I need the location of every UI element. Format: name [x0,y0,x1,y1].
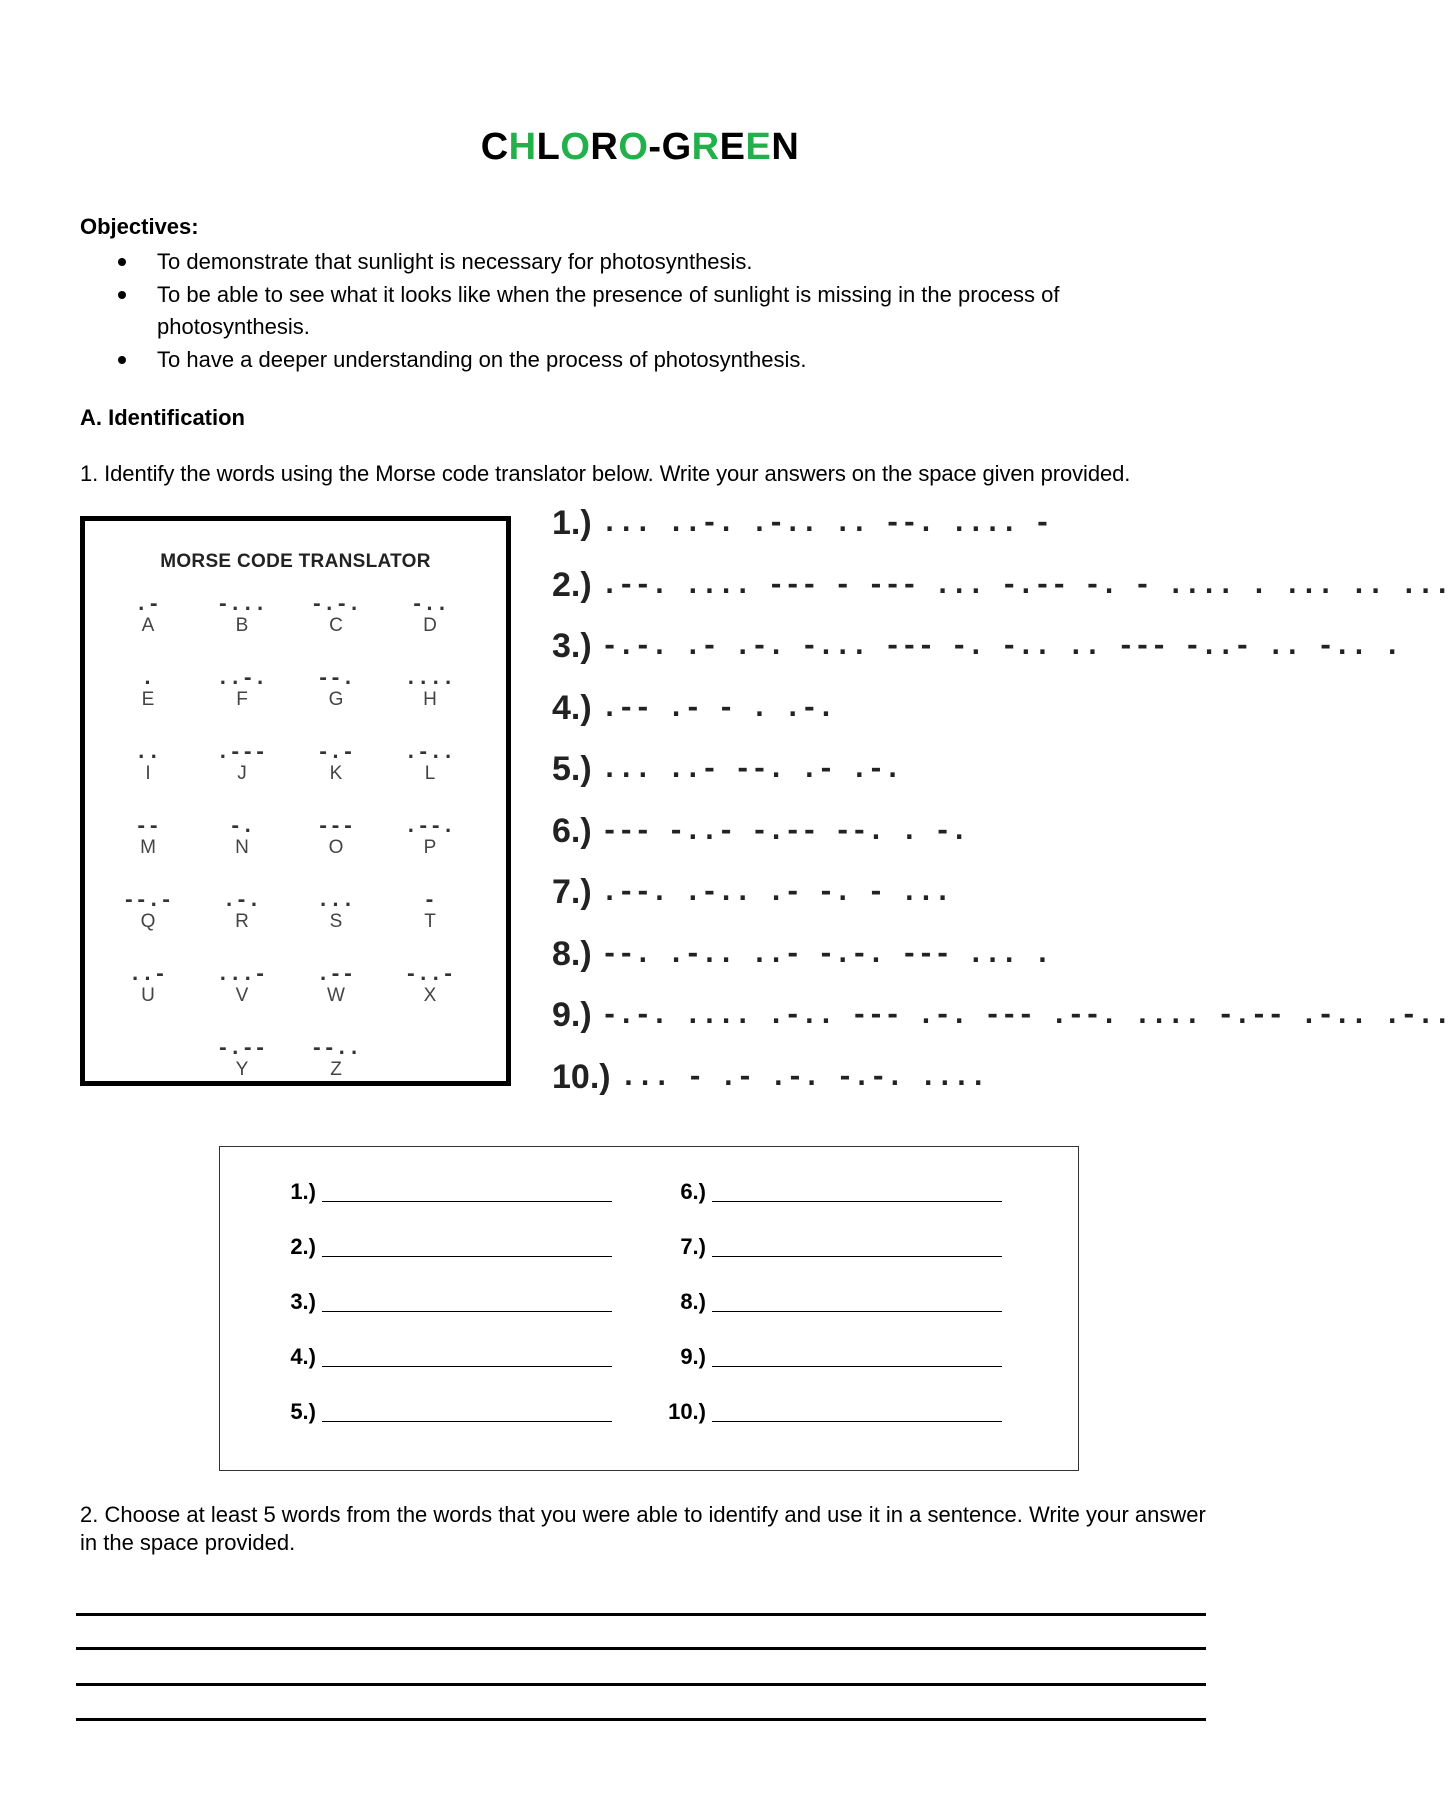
writing-line[interactable] [76,1683,1206,1686]
morse-letter: Q [140,911,156,932]
answer-field[interactable] [272,1289,612,1315]
title-letter: O [560,126,591,168]
answer-field[interactable] [272,1344,612,1370]
title-letter: G [661,126,692,168]
morse-code: -..- [405,963,455,985]
morse-letter: X [423,985,437,1006]
answer-label: 8.) [680,1289,706,1314]
morse-code: ..-. [217,667,267,689]
morse-code: .. [135,741,161,763]
translator-heading: MORSE CODE TRANSLATOR [160,551,431,572]
morse-item [552,750,901,789]
morse-letter-i [113,741,183,785]
answer-blank[interactable] [322,1236,612,1257]
morse-code: -.. [411,593,449,615]
morse-item-number: 3.) [552,627,592,665]
morse-letter-a [113,593,183,637]
writing-line[interactable] [76,1718,1206,1721]
morse-letter: C [329,615,343,636]
morse-letter: D [423,615,437,636]
morse-letter-p [395,815,465,859]
morse-letter-v [207,963,277,1007]
morse-item [552,1058,987,1097]
morse-letter: H [423,689,437,710]
answer-blank[interactable] [322,1181,612,1202]
morse-letter: L [424,763,436,784]
answer-blank[interactable] [322,1401,612,1422]
answer-blank[interactable] [712,1401,1002,1422]
morse-letter-h [395,667,465,711]
morse-item [552,627,1401,666]
morse-letter: Y [235,1059,249,1080]
morse-code: ..- [129,963,167,985]
morse-letter: E [141,689,155,710]
morse-letter: U [141,985,155,1006]
morse-code: .--. [405,815,455,837]
title-letter: - [648,126,662,168]
morse-item [552,873,951,912]
title-letter: O [618,126,649,168]
morse-letter-w [301,963,371,1007]
morse-item [552,566,1451,605]
answer-blank[interactable] [712,1346,1002,1367]
morse-item-number: 1.) [552,504,592,542]
answer-box [219,1146,1079,1471]
answer-field[interactable] [662,1179,1002,1205]
objective-item: To have a deeper understanding on the process of photosynthesis. [80,344,1200,376]
morse-item-code: --- -..- -.-- --. . -. [601,815,969,846]
morse-item-number: 6.) [552,811,592,850]
morse-letter: Z [330,1059,342,1080]
answer-blank[interactable] [712,1236,1002,1257]
answer-field[interactable] [272,1399,612,1425]
question-1: 1. Identify the words using the Morse code translator below. Write your answers on the space given provided. [80,461,1131,486]
morse-code: --.. [311,1037,361,1059]
morse-letter-u [113,963,183,1007]
morse-letter-o [301,815,371,859]
morse-letter-n [207,815,277,859]
question-2: 2. Choose at least 5 words from the words that you were able to identify and use it in a sentence. Write your answer in the space provided. [80,1502,1206,1555]
morse-code: .--- [217,741,267,763]
morse-item-code: ... - .- .-. -.-. .... [620,1061,987,1092]
answer-field[interactable] [662,1399,1002,1425]
morse-letter: N [235,837,249,858]
morse-code: --.- [123,889,173,911]
morse-letter: V [235,985,249,1006]
morse-letter-f [207,667,277,711]
morse-item-code: -.-. .- .-. -... --- -. -.. .. --- -..- .. -.. . [601,631,1402,661]
morse-letter: I [145,763,151,784]
answer-label: 3.) [290,1289,316,1314]
title-letter: E [745,126,772,168]
morse-letter-c [301,593,371,637]
morse-letter: O [328,837,344,858]
answer-field[interactable] [272,1234,612,1260]
title-letter: C [480,126,509,168]
morse-item-code: ... ..-. .-.. .. --. .... - [601,508,1052,538]
morse-code: -.- [317,741,355,763]
morse-letter-b [207,593,277,637]
morse-code: -.-- [217,1037,267,1059]
morse-code: - [423,889,437,911]
title-letter: L [536,126,561,168]
title-letter: E [719,126,746,168]
morse-letter: A [141,615,155,636]
morse-letter: P [423,837,437,858]
morse-letter: F [236,689,248,710]
morse-letter-g [301,667,371,711]
title-letter: R [691,126,720,168]
morse-letter: S [329,911,343,932]
morse-letter: M [140,837,156,858]
morse-code: --. [317,667,355,689]
morse-letter-z [301,1037,371,1081]
answer-label: 1.) [290,1179,316,1204]
morse-code: .... [405,667,455,689]
morse-item [552,996,1451,1035]
objective-item: To demonstrate that sunlight is necessary for photosynthesis. [80,246,1200,278]
morse-item-code: .--. .... --- - --- ... -.-- -. - .... . ... .. ... [601,569,1451,600]
answer-field[interactable] [662,1234,1002,1260]
answer-field[interactable] [272,1179,612,1205]
answer-field[interactable] [662,1344,1002,1370]
morse-letter: J [237,763,247,784]
answer-label: 7.) [680,1234,706,1259]
morse-letter-j [207,741,277,785]
morse-letter-e [113,667,183,711]
morse-item-code: .--. .-.. .- -. - ... [601,877,952,907]
answer-blank[interactable] [322,1291,612,1312]
morse-item [552,935,1051,974]
objectives-list [80,246,1200,376]
morse-code: -.-. [311,593,361,615]
morse-letter: B [235,615,249,636]
morse-item-number: 4.) [552,688,592,727]
answer-blank[interactable] [712,1291,1002,1312]
morse-item-code: .-- .- - . .-. [601,692,835,723]
morse-code: --- [317,815,355,837]
morse-letter: G [328,689,344,710]
morse-letter: K [329,763,343,784]
morse-item-number: 5.) [552,750,592,788]
morse-letter-m [113,815,183,859]
morse-item-number: 7.) [552,873,592,911]
morse-letter-q [113,889,183,933]
morse-code: -... [217,593,267,615]
answer-label: 4.) [290,1344,316,1369]
morse-code: -. [229,815,255,837]
morse-letter-t [395,889,465,933]
morse-letter-s [301,889,371,933]
answer-label: 2.) [290,1234,316,1259]
morse-code: .-.. [405,741,455,763]
answer-label: 9.) [680,1344,706,1369]
morse-item [552,504,1051,543]
page-title [0,126,1280,169]
writing-line[interactable] [76,1613,1206,1616]
title-letter: H [508,126,537,168]
section-heading: A. Identification [80,405,245,430]
morse-item-number: 2.) [552,565,592,604]
morse-item [552,812,968,851]
objectives-heading: Objectives: [80,214,199,239]
answer-label: 10.) [668,1399,706,1424]
answer-blank[interactable] [322,1346,612,1367]
morse-letter: R [235,911,249,932]
title-letter: R [590,126,619,168]
morse-item [552,689,835,728]
morse-item-number: 10.) [552,1057,611,1096]
objective-item: To be able to see what it looks like when the presence of sunlight is missing in the process of photosynthesis. [80,279,1200,343]
answer-label: 6.) [680,1179,706,1204]
morse-code: . [141,667,155,689]
morse-code: ...- [217,963,267,985]
morse-code-translator [80,516,511,1086]
morse-letter-l [395,741,465,785]
morse-item-code: --. .-.. ..- -.-. --- ... . [601,938,1052,969]
morse-letter-x [395,963,465,1007]
morse-letter-k [301,741,371,785]
morse-letter: T [424,911,436,932]
morse-code: -- [135,815,161,837]
morse-code: .-. [223,889,261,911]
morse-code: .-- [317,963,355,985]
morse-item-number: 9.) [552,996,592,1034]
morse-letter-y [207,1037,277,1081]
morse-code: .- [135,593,161,615]
writing-line[interactable] [76,1647,1206,1650]
morse-item-code: ... ..- --. .- .-. [601,754,902,784]
morse-item-number: 8.) [552,934,592,973]
morse-letter: W [327,985,345,1006]
morse-letter-r [207,889,277,933]
answer-field[interactable] [662,1289,1002,1315]
title-letter: N [771,126,800,168]
morse-code: ... [317,889,355,911]
morse-letter-d [395,593,465,637]
morse-item-code: -.-. .... .-.. --- .-. --- .--. .... -.-- .-.. .-.. [601,1000,1451,1030]
answer-label: 5.) [290,1399,316,1424]
answer-blank[interactable] [712,1181,1002,1202]
